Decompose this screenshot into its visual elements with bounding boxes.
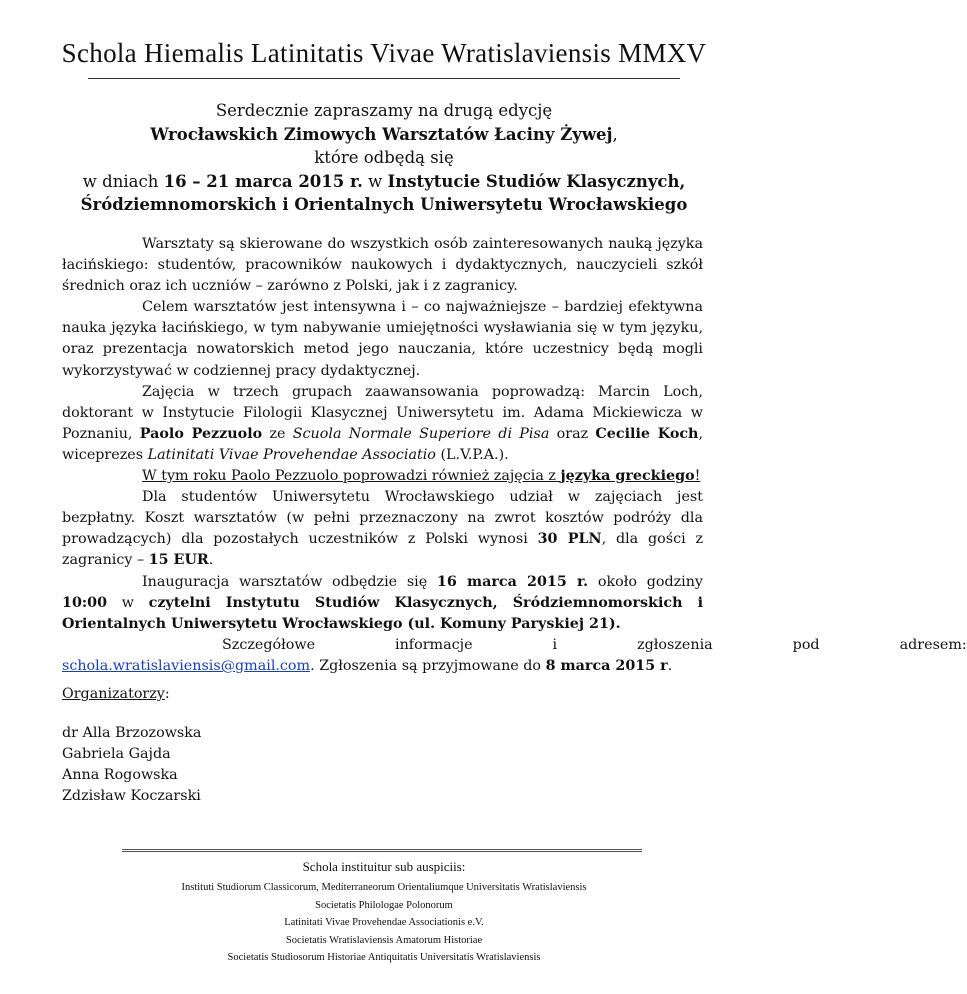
fee-eur: 15 EUR xyxy=(148,552,209,569)
paragraph-greek: W tym roku Paolo Pezzuolo poprowadzi również zajęcia z języka greckiego! xyxy=(142,468,701,485)
organizer-name: Zdzisław Koczarski xyxy=(62,788,201,804)
organizer-name: Gabriela Gajda xyxy=(62,746,171,762)
fee-pln: 30 PLN xyxy=(537,531,602,548)
patron-line: Societatis Philologae Polonorum xyxy=(315,899,453,911)
patrons-heading: Schola instituitur sub auspiciis: xyxy=(302,859,466,874)
patron-line: Societatis Wratislaviensis Amatorum Historiae xyxy=(285,934,483,946)
contact-email-link[interactable]: schola.wratislaviensis@gmail.com xyxy=(62,657,311,674)
institute-name: Instytucie Studiów Klasycznych, xyxy=(387,171,686,191)
organizer-name: Anna Rogowska xyxy=(62,767,178,783)
invitation-block xyxy=(70,99,698,217)
paragraph-fees: Dla studentów Uniwersytetu Wrocławskiego udział w zajęciach jest bezpłatny. Koszt warsztatów (w pełni przeznaczony na zwrot kosztów podróży dla prowadzących) dla pozostałych uczestników z Polski wynosi 30 PLN, dla gości z zagranicy – 15 EUR. xyxy=(62,489,703,569)
paragraph-contact-line-2: schola.wratislaviensis@gmail.com. Zgłoszenia są przyjmowane do 8 marca 2015 r. xyxy=(62,657,673,674)
paragraph-goal: Celem warsztatów jest intensywna i – co najważniejsze – bardziej efektywna nauka języka łacińskiego, w tym nabywanie umiejętności wysławiania się w tym języku, oraz prezentacja nowatorskich metod jego nauczania, które uczestnicy będą mogli wykorzystywać w codziennej pracy dydaktycznej. xyxy=(62,299,703,379)
registration-deadline: 8 marca 2015 r xyxy=(545,657,668,674)
body-text xyxy=(62,234,967,677)
paragraph-instructors: Zajęcia w trzech grupach zaawansowania poprowadzą: Marcin Loch, doktorant w Instytucie Filologii Klasycznej Uniwersytetu im. Adama Mickiewicza w Poznaniu, Paolo Pezzuolo ze Scuola Normale Superiore di Pisa oraz Cecilie Koch, wiceprezes Latinitati Vivae Provehendae Associatio (L.V.P.A.). xyxy=(62,383,703,463)
instructor-name: Paolo Pezzuolo xyxy=(139,425,263,442)
patron-line: Societatis Studiosorum Historiae Antiquitatis Universitatis Wratislaviensis xyxy=(227,952,541,964)
patrons-footer xyxy=(60,857,708,967)
invitation-line-2: Wrocławskich Zimowych Warsztatów Łaciny Żywej, xyxy=(150,124,618,144)
invitation-line-1: Serdecznie zapraszamy na drugą edycję xyxy=(215,101,553,120)
paragraph-contact-line-1: Szczegółowe informacje i zgłoszenia pod adresem: xyxy=(222,636,967,653)
organizers-list xyxy=(62,723,201,807)
paragraph-inauguration: Inauguracja warsztatów odbędzie się 16 marca 2015 r. około godziny 10:00 w czytelni Instytutu Studiów Klasycznych, Śródziemnomorskich i Orientalnych Uniwersytetu Wrocławskiego (ul. Komuny Paryskiej 21). xyxy=(62,573,704,632)
footer-divider xyxy=(122,849,642,852)
patron-line: Latinitati Vivae Provehendae Associationis e.V. xyxy=(284,917,484,929)
paragraph-audience: Warsztaty są skierowane do wszystkich osób zainteresowanych nauką języka łacińskiego: studentów, pracowników naukowych i dydaktycznych, nauczycieli szkół średnich oraz ich uczniów – zarówno z Polski, jak i z zagranicy. xyxy=(62,236,703,295)
workshop-dates: 16 – 21 marca 2015 r. xyxy=(163,171,363,191)
patron-line: Instituti Studiorum Classicorum, Mediterraneorum Orientaliumque Universitatis Wratislaviensis xyxy=(181,882,587,893)
instructor-name: Cecilie Koch xyxy=(595,425,699,442)
invitation-line-5: Śródziemnomorskich i Orientalnych Uniwersytetu Wrocławskiego xyxy=(80,195,688,214)
invitation-line-4: w dniach 16 – 21 marca 2015 r. w Instytucie Studiów Klasycznych, xyxy=(82,171,686,191)
workshop-name: Wrocławskich Zimowych Warsztatów Łaciny Żywej xyxy=(150,124,613,144)
organizers-heading: Organizatorzy: xyxy=(62,686,170,702)
header-divider xyxy=(88,78,680,79)
organizer-name: dr Alla Brzozowska xyxy=(62,725,202,741)
page-header-title: Schola Hiemalis Latinitatis Vivae Wratislaviensis MMXV xyxy=(61,38,707,68)
invitation-line-3: które odbędą się xyxy=(314,148,454,167)
